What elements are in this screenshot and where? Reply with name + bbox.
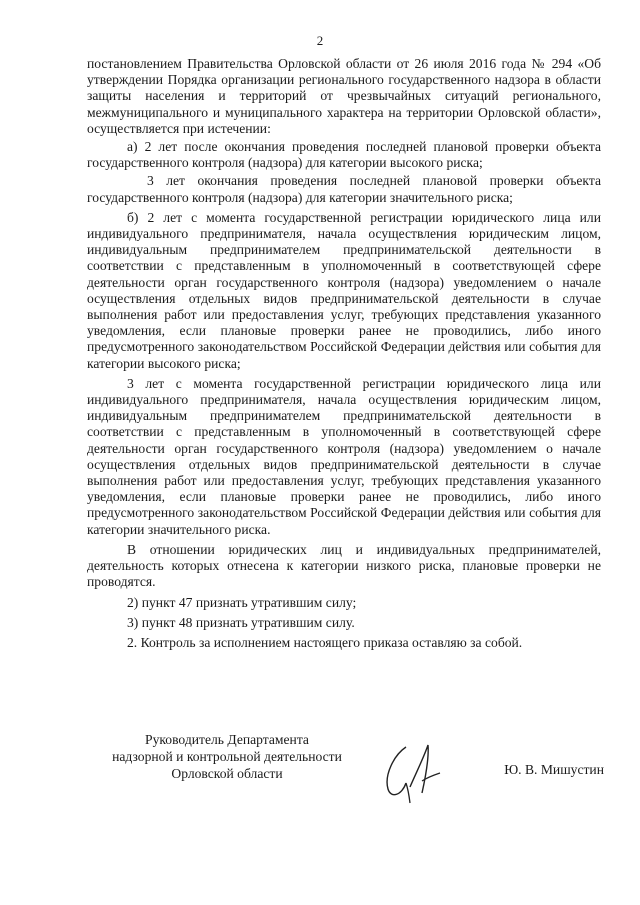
paragraph-point-47: 2) пункт 47 признать утратившим силу;: [127, 594, 357, 610]
signer-position: [92, 731, 362, 782]
paragraph-point-48: 3) пункт 48 признать утратившим силу.: [127, 614, 355, 630]
paragraph-item-b-cont: 3 лет с момента государственной регистрации юридического лица или индивидуального предпринимателя, начала осуществления юридическим лицом, индивидуальным предпринимателем предпринимательской деятельности в соответствии с представленным в уполномоченный в соответствующей сфере деятельности орган государственного контроля (надзора) уведомлением о начале осуществления отдельных видов предпринимательской деятельности в случае выполнения работ или предоставления услуг, требующих представления указанного уведомления, если плановые проверки ранее не проводились, либо иного предусмотренного законодательством Российской Федерации действия или события для категории значительного риска.: [87, 375, 601, 537]
signer-position-line1: Руководитель Департамента: [145, 732, 309, 747]
paragraph-intro: постановлением Правительства Орловской области от 26 июля 2016 года № 294 «Об утверждении Порядка организации регионального государственного надзора в области защиты населения и территорий от чрезвычайных ситуаций регионального, межмуниципального и муниципального характера на территории Орловской области», осуществляется при истечении:: [87, 56, 601, 136]
paragraph-item-b: б) 2 лет с момента государственной регистрации юридического лица или индивидуального предпринимателя, начала осуществления юридическим лицом, индивидуальным предпринимателем предпринимательской деятельности в соответствии с представленным в уполномоченный в соответствующей сфере деятельности орган государственного контроля (надзора) уведомлением о начале осуществления отдельных видов предпринимательской деятельности в случае выполнения работ или предоставления услуг, требующих представления указанного уведомления, если плановые проверки ранее не проводились, либо иного предусмотренного законодательством Российской Федерации действия или события для категории высокого риска;: [87, 209, 601, 371]
paragraph-item-a-cont: 3 лет окончания проведения последней плановой проверки объекта государственного контроля (надзора) для категории значительного риска;: [87, 173, 601, 205]
document-body: [87, 56, 601, 651]
signature-block: [0, 731, 640, 811]
paragraph-low-risk: В отношении юридических лиц и индивидуальных предпринимателей, деятельность которых отнесена к категории низкого риска, плановые проверки не проводятся.: [87, 541, 601, 590]
paragraph-item-a: а) 2 лет после окончания проведения последней плановой проверки объекта государственного контроля (надзора) для категории высокого риска;: [87, 139, 601, 171]
page-number: 2: [316, 33, 324, 48]
signer-position-line3: Орловской области: [171, 766, 283, 781]
handwritten-signature: [376, 737, 446, 809]
signer-name: Ю. В. Мишустин: [504, 762, 604, 777]
signer-position-line2: надзорной и контрольной деятельности: [112, 749, 342, 764]
paragraph-control: 2. Контроль за исполнением настоящего приказа оставляю за собой.: [127, 634, 523, 650]
